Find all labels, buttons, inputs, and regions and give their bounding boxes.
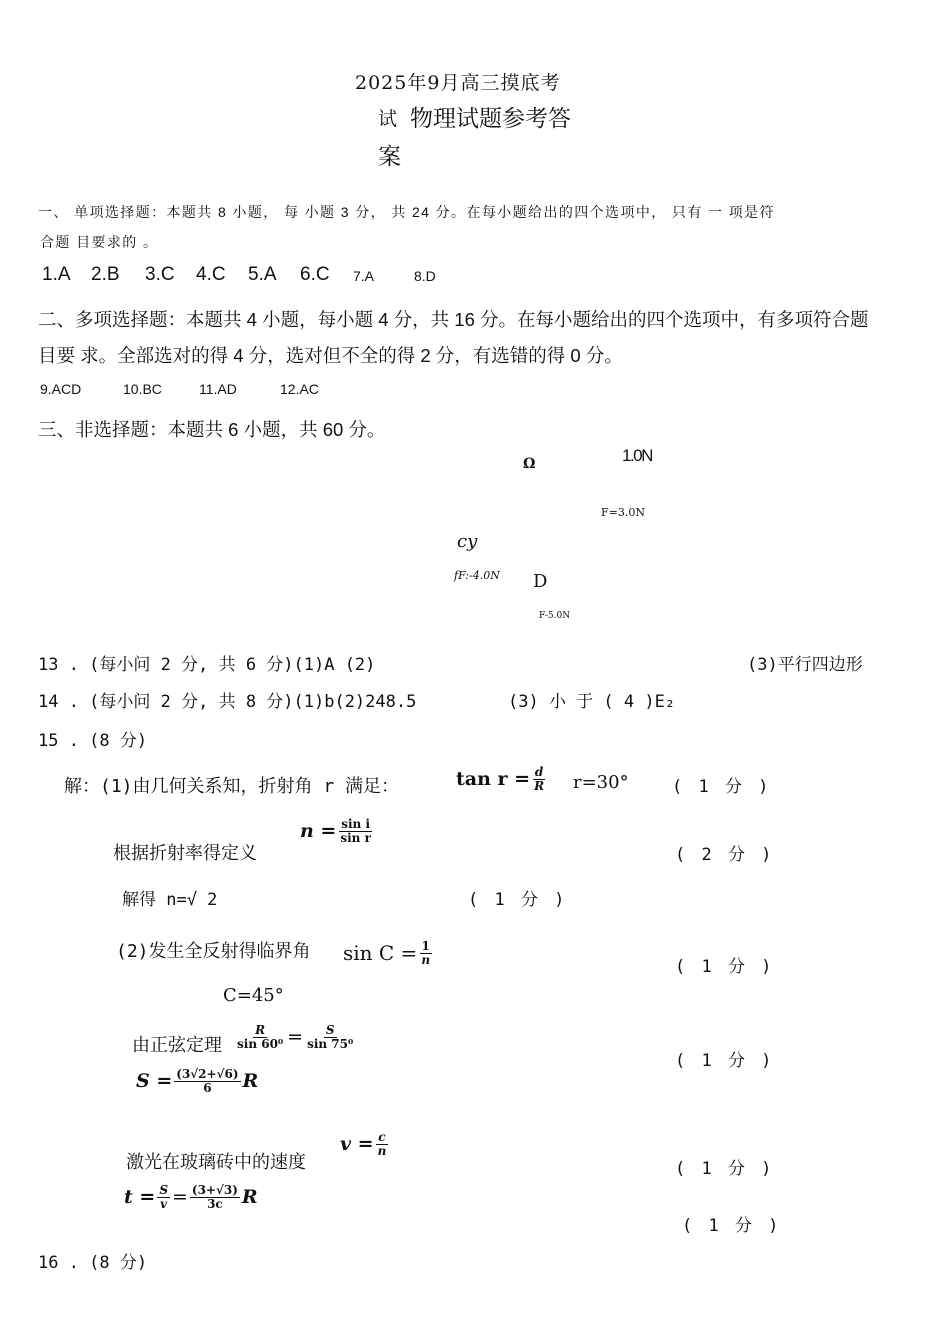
q15-sinc-frac (419, 940, 432, 966)
answer-9: 9.ACD (40, 381, 82, 397)
figure-label-f3: F=3.0N (601, 506, 645, 519)
q15-score-3: ( 1 分 ) (468, 890, 568, 910)
q14-part3: (3) 小 于 ( 4 )E₂ (508, 692, 676, 712)
q15-formula-sinc (343, 940, 434, 966)
answer-3: 3.C (145, 264, 175, 285)
q15-line8-text: 激光在玻璃砖中的速度 (126, 1152, 306, 1173)
section2-heading-b: 目要 求。全部选对的得 4 分，选对但不全的得 2 分，有选错的得 0 分。 (38, 345, 623, 366)
figure-label-d: D (533, 571, 548, 592)
q15-score-6: ( 1 分 ) (675, 1051, 775, 1071)
answer-11: 11.AD (199, 381, 237, 397)
title-line3: 案 (378, 143, 401, 169)
q15-sinelaw-frac2 (305, 1024, 355, 1050)
answer-12: 12.AC (280, 381, 319, 397)
q15-v-num: c (378, 1130, 386, 1144)
q15-t-rhs: R (241, 1186, 258, 1209)
q15-v-lhs: v = (340, 1133, 374, 1156)
figure-label-f5: F-5.0N (539, 611, 571, 621)
q15-line3-text: 解得 n=√ 2 (122, 890, 218, 910)
q15-sinelaw-num2: S (325, 1023, 335, 1037)
q15-s-frac (174, 1068, 240, 1094)
q15-sinc-num: 1 (421, 939, 430, 953)
figure-label-f4: fF:-4.0N (454, 569, 500, 582)
q15-n-den: sin r (340, 830, 371, 845)
title-line2: 物理试题参考答 (410, 105, 571, 131)
q15-s-rhs: R (242, 1070, 259, 1093)
figure-label-cy: cy (457, 531, 478, 552)
q15-v-den: n (377, 1143, 387, 1158)
q15-t-num1: S (159, 1183, 168, 1197)
q15-t-lhs: t = (124, 1186, 156, 1209)
q15-score-9: ( 1 分 ) (682, 1216, 782, 1236)
answer-5: 5.A (248, 264, 277, 285)
figure-label-1n: 1.0N (622, 446, 652, 465)
q15-formula-tan (456, 766, 548, 792)
answer-1: 1.A (42, 264, 71, 285)
q15-sinelaw-eq: = (287, 1026, 304, 1049)
q15-line1-text: 解：(1)由几何关系知，折射角 r 满足： (64, 776, 400, 797)
section2-heading-a: 二、多项选择题：本题共 4 小题，每小题 4 分，共 16 分。在每小题给出的四个选项中，有多项符合题 (38, 309, 869, 330)
q15-score-8: ( 1 分 ) (675, 1159, 775, 1179)
q15-t-num2: (3+√3) (191, 1183, 238, 1197)
q15-tan-num: d (534, 765, 544, 779)
q15-v-frac (376, 1131, 389, 1157)
q15-score-4: ( 1 分 ) (675, 957, 775, 977)
answer-7: 7.A (353, 268, 375, 284)
q15-n-num: sin i (341, 817, 371, 831)
q15-s-lhs: S = (136, 1070, 173, 1093)
q15-n-lhs: n = (300, 820, 337, 843)
q15-line2-text: 根据折射率得定义 (113, 843, 257, 864)
q15-t-den2: 3c (207, 1196, 223, 1211)
q14-text: 14 . (每小问 2 分, 共 8 分)(1)b(2)248.5 (38, 692, 417, 712)
q15-sinelaw-frac1 (235, 1024, 285, 1050)
q13-part3: (3)平行四边形 (747, 655, 863, 675)
q15-formula-n (300, 818, 375, 844)
title-line1: 2025年9月高三摸底考 (355, 72, 561, 94)
q15-tan-lhs: tan r = (456, 768, 531, 791)
q15-sinelaw-den2: sin 75⁰ (307, 1036, 354, 1051)
q15-s-den: 6 (203, 1080, 212, 1095)
figure-label-o: Ω (523, 456, 536, 472)
q15-t-den1: v (160, 1196, 168, 1211)
answer-4: 4.C (196, 264, 226, 285)
q15-s-num: (3√2+√6) (176, 1067, 239, 1081)
q15-t-frac1 (157, 1184, 170, 1210)
q15-tan-frac (532, 766, 546, 792)
q15-formula-t (124, 1184, 258, 1210)
q15-sinelaw-num1: R (255, 1023, 266, 1037)
q15-score-2: ( 2 分 ) (675, 845, 775, 865)
title-line2-prefix: 试 (378, 108, 398, 130)
q15-formula-v (340, 1131, 390, 1157)
q15-sinc-lhs: sin C = (343, 941, 418, 966)
answer-6: 6.C (300, 264, 330, 285)
answer-8: 8.D (414, 268, 436, 284)
section1-heading-b: 合题 目要求的 。 (40, 234, 159, 250)
q15-line6-text: 由正弦定理 (132, 1035, 222, 1056)
q15-t-eq: = (171, 1186, 188, 1209)
section1-heading-a: 一、 单项选择题：本题共 8 小题， 每 小题 3 分， 共 24 分。在每小题给出的四个选项中， 只有 一 项是符 (38, 204, 775, 220)
q15-score-1: ( 1 分 ) (672, 777, 772, 797)
q16-heading: 16 . (8 分) (38, 1253, 148, 1273)
answer-10: 10.BC (123, 381, 162, 397)
q15-line5-text: C=45° (223, 985, 284, 1006)
q13-text: 13 . (每小问 2 分, 共 6 分)(1)A (2) (38, 655, 376, 675)
q15-t-frac2 (190, 1184, 240, 1210)
q15-sinc-den: n (421, 952, 431, 967)
q15-formula-sine-law (233, 1024, 357, 1050)
q15-formula-s (136, 1068, 258, 1094)
q15-tan-den: R (534, 778, 545, 793)
q15-n-frac (338, 818, 373, 844)
section3-heading: 三、非选择题：本题共 6 小题，共 60 分。 (38, 419, 386, 440)
q15-heading: 15 . (8 分) (38, 731, 148, 751)
q15-line4-text: (2)发生全反射得临界角 (116, 941, 311, 962)
q15-sinelaw-den1: sin 60⁰ (237, 1036, 284, 1051)
q15-line1-result: r=30° (573, 772, 629, 793)
answer-2: 2.B (91, 264, 120, 285)
